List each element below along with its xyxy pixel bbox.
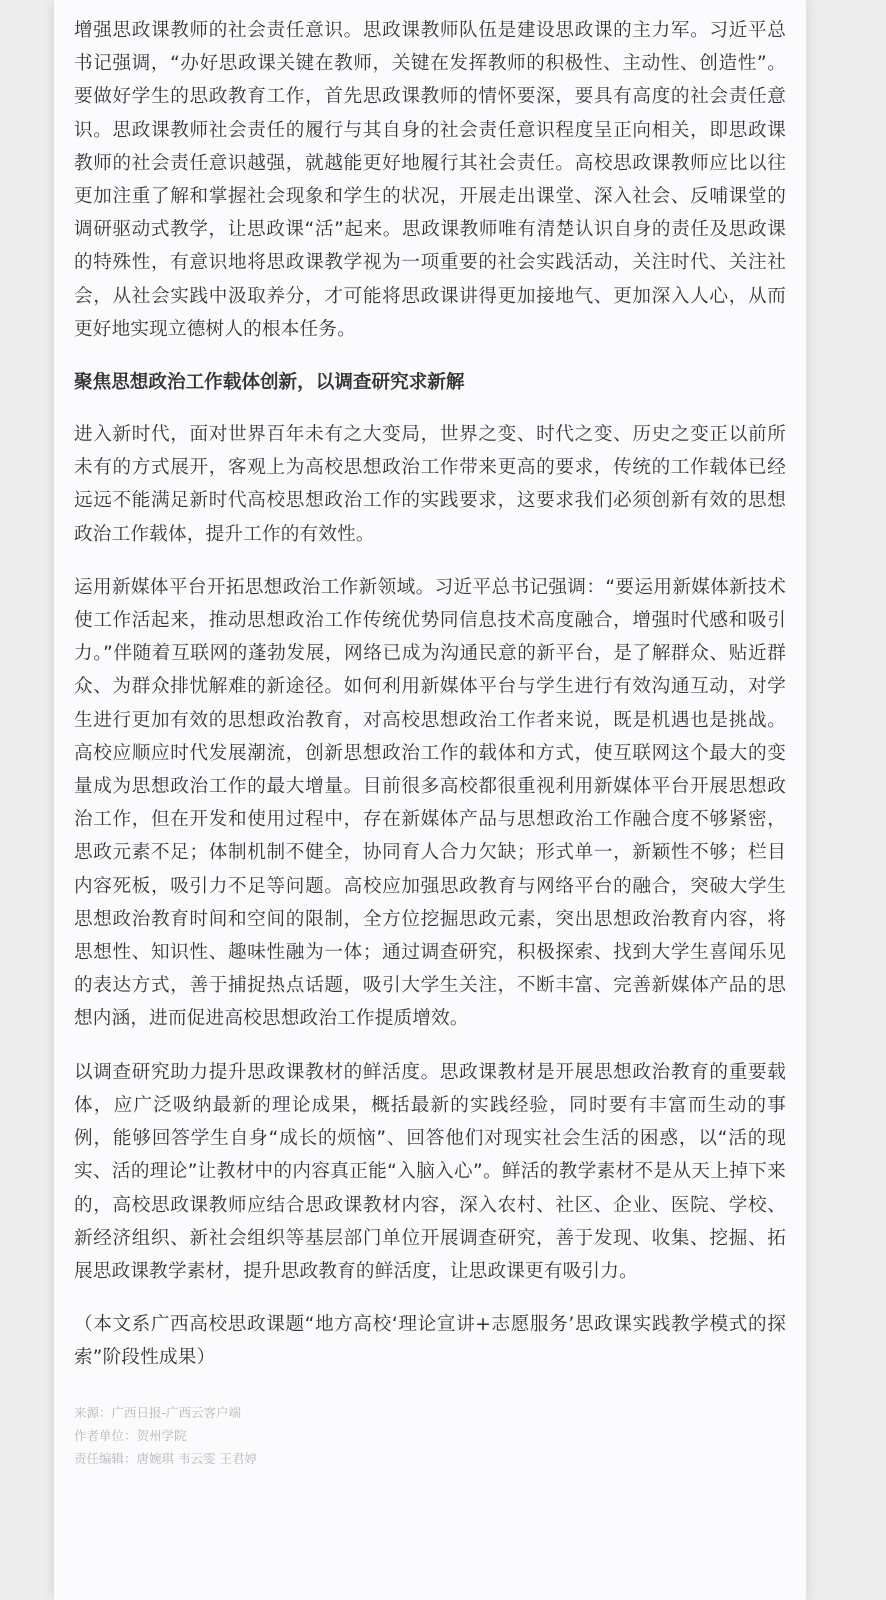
article-paragraph-project-note: （本文系广西高校思政课题“地方高校‘理论宣讲+志愿服务’思政课实践教学模式的探索”阶段性成果） — [74, 1314, 786, 1369]
article-meta — [74, 1401, 786, 1470]
article-body — [74, 14, 786, 1470]
article-paragraph-new-media: 运用新媒体平台开拓思想政治工作新领域。习近平总书记强调：“要运用新媒体新技术使工作活起来，推动思想政治工作传统优势同信息技术高度融合，增强时代感和吸引力。”伴随着互联网的蓬勃发展，网络已成为沟通民意的新平台，是了解群众、贴近群众、为群众排忧解难的新途径。如何利用新媒体平台与学生进行有效沟通互动，对学生进行更加有效的思想政治教育，对高校思想政治工作者来说，既是机遇也是挑战。高校应顺应时代发展潮流，创新思想政治工作的载体和方式，使互联网这个最大的变量成为思想政治工作的最大增量。目前很多高校都很重视利用新媒体平台开展思想政治工作，但在开发和使用过程中，存在新媒体产品与思想政治工作融合度不够紧密，思政元素不足；体制机制不健全，协同育人合力欠缺；形式单一，新颖性不够；栏目内容死板，吸引力不足等问题。高校应加强思政教育与网络平台的融合，突破大学生思想政治教育时间和空间的限制，全方位挖掘思政元素，突出思想政治教育内容，将思想性、知识性、趣味性融为一体；通过调查研究，积极探索、找到大学生喜闻乐见的表达方式，善于捕捉热点话题，吸引大学生关注，不断丰富、完善新媒体产品的思想内涵，进而促进高校思想政治工作提质增效。 — [74, 576, 786, 1030]
article-page — [54, 0, 806, 1600]
article-author-unit: 作者单位：贺州学院 — [74, 1427, 187, 1443]
article-paragraph-new-era: 进入新时代，面对世界百年未有之大变局，世界之变、时代之变、历史之变正以前所未有的方式展开，客观上为高校思想政治工作带来更高的要求，传统的工作载体已经远远不能满足新时代高校思想政治工作的实践要求，这要求我们必须创新有效的思想政治工作载体，提升工作的有效性。 — [74, 424, 786, 545]
section-heading: 聚焦思想政治工作载体创新，以调查研究求新解 — [74, 372, 465, 394]
article-paragraph-teacher-responsibility: 增强思政课教师的社会责任意识。思政课教师队伍是建设思政课的主力军。习近平总书记强调，“办好思政课关键在教师，关键在发挥教师的积极性、主动性、创造性”。要做好学生的思政教育工作，首先思政课教师的情怀要深，要具有高度的社会责任意识。思政课教师社会责任的履行与其自身的社会责任意识程度呈正向相关，即思政课教师的社会责任意识越强，就越能更好地履行其社会责任。高校思政课教师应比以往更加注重了解和掌握社会现象和学生的状况，开展走出课堂、深入社会、反哺课堂的调研驱动式教学，让思政课“活”起来。思政课教师唯有清楚认识自身的责任及思政课的特殊性，有意识地将思政课教学视为一项重要的社会实践活动，关注时代、关注社会，从社会实践中汲取养分，才可能将思政课讲得更加接地气、更加深入人心，从而更好地实现立德树人的根本任务。 — [74, 20, 786, 340]
article-paragraph-textbook: 以调查研究助力提升思政课教材的鲜活度。思政课教材是开展思想政治教育的重要载体，应广泛吸纳最新的理论成果，概括最新的实践经验，同时要有丰富而生动的事例，能够回答学生自身“成长的烦恼”、回答他们对现实社会生活的困惑，以“活的现实、活的理论”让教材中的内容真正能“入脑入心”。鲜活的教学素材不是从天上掉下来的，高校思政课教师应结合思政课教材内容，深入农村、社区、企业、医院、学校、新经济组织、新社会组织等基层部门单位开展调查研究，善于发现、收集、挖掘、拓展思政课教学素材，提升思政教育的鲜活度，让思政课更有吸引力。 — [74, 1061, 786, 1282]
article-editors: 责任编辑：唐婉琪 韦云雯 王君婷 — [74, 1450, 257, 1466]
article-source: 来源：广西日报-广西云客户端 — [74, 1404, 242, 1420]
